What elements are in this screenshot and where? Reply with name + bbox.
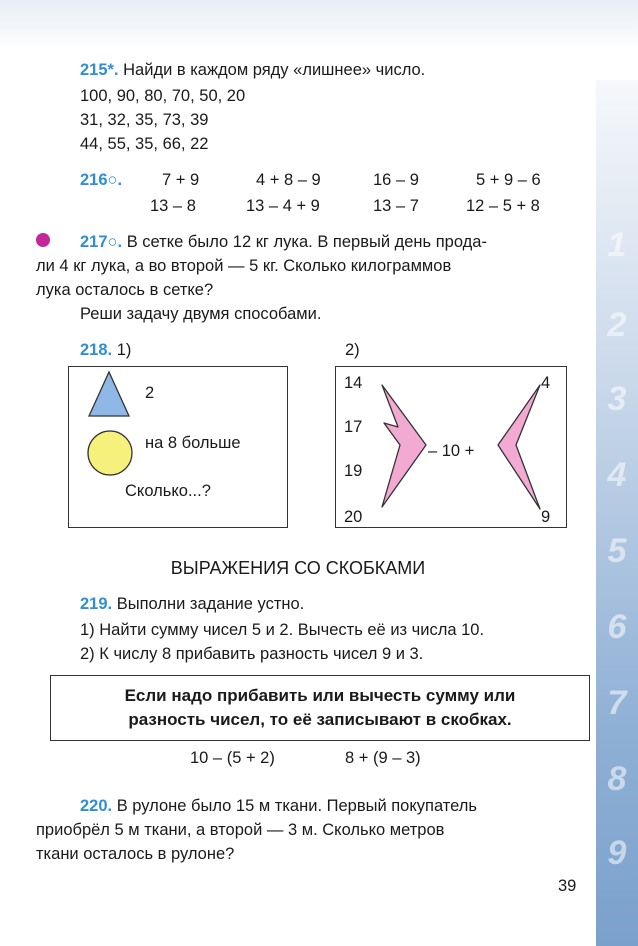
left-number: 19 xyxy=(344,462,363,480)
side-number: 3 xyxy=(607,380,627,418)
expression: 7 + 9 xyxy=(162,171,200,189)
task-217-line xyxy=(80,232,487,252)
triangle-shape xyxy=(89,372,129,416)
example-expression: 10 – (5 + 2) xyxy=(190,749,275,767)
task-text: лука осталось в сетке? xyxy=(36,281,214,299)
left-arrow-shape xyxy=(382,385,426,507)
operation-text: – 10 + xyxy=(428,442,475,460)
shapes-box xyxy=(68,366,288,528)
question-text: Сколько...? xyxy=(125,482,211,500)
left-number: 20 xyxy=(344,508,363,526)
right-number: 4 xyxy=(541,374,551,392)
chapter-sidebar xyxy=(596,80,638,946)
number-row: 44, 55, 35, 66, 22 xyxy=(80,135,209,153)
side-number: 7 xyxy=(607,684,627,722)
task-text: В рулоне было 15 м ткани. Первый покупатель xyxy=(116,797,477,815)
task-text: ли 4 кг лука, а во второй — 5 кг. Сколько килограммов xyxy=(36,257,452,275)
expression: 13 – 8 xyxy=(150,197,196,215)
expression: 13 – 4 + 9 xyxy=(246,197,320,215)
rule-line: разность чисел, то её записывают в скобках. xyxy=(128,710,512,729)
rule-line: Если надо прибавить или вычесть сумму или xyxy=(124,686,516,705)
task-item: 2) К числу 8 прибавить разность чисел 9 и 3. xyxy=(80,645,424,663)
circle-shape xyxy=(88,431,132,475)
task-text: Выполни задание устно. xyxy=(116,595,305,613)
task-number: 217○. xyxy=(80,233,123,251)
expression: 4 + 8 – 9 xyxy=(256,171,321,189)
side-number: 9 xyxy=(607,834,627,872)
rule-box xyxy=(50,675,590,741)
example-expression: 8 + (9 – 3) xyxy=(345,749,421,767)
side-number: 4 xyxy=(607,456,627,494)
task-text: Найди в каждом ряду «лишнее» число. xyxy=(123,61,426,79)
task-text: В сетке было 12 кг лука. В первый день прода- xyxy=(126,233,487,251)
side-number: 1 xyxy=(607,226,627,264)
expression: 16 – 9 xyxy=(373,171,419,189)
left-number: 17 xyxy=(344,418,363,436)
arrows-box xyxy=(335,366,567,528)
part-label: 2) xyxy=(345,341,360,359)
side-number: 6 xyxy=(607,608,627,646)
side-number: 5 xyxy=(607,532,627,570)
right-number: 9 xyxy=(541,508,551,526)
task-218-header xyxy=(80,340,131,360)
expression: 5 + 9 – 6 xyxy=(476,171,541,189)
part-label: 1) xyxy=(116,341,132,359)
number-row: 100, 90, 80, 70, 50, 20 xyxy=(80,87,246,105)
task-number: 216○. xyxy=(80,171,123,189)
number-row: 31, 32, 35, 73, 39 xyxy=(80,111,209,129)
side-number: 8 xyxy=(607,760,627,798)
circle-caption: на 8 больше xyxy=(145,434,241,452)
task-number: 215*. xyxy=(80,61,119,79)
expression: 13 – 7 xyxy=(373,197,419,215)
task-text: приобрёл 5 м ткани, а второй — 3 м. Сколько метров xyxy=(36,821,445,839)
task-item: 1) Найти сумму чисел 5 и 2. Вычесть её из числа 10. xyxy=(80,621,485,639)
task-number: 220. xyxy=(80,797,113,815)
expression: 12 – 5 + 8 xyxy=(466,197,540,215)
right-arrow-shape xyxy=(498,385,540,509)
task-number: 219. xyxy=(80,595,113,613)
task-219-header xyxy=(80,594,304,614)
page-number: 39 xyxy=(558,877,577,895)
task-220-line xyxy=(80,796,477,816)
side-number: 2 xyxy=(607,306,627,344)
section-title: ВЫРАЖЕНИЯ СО СКОБКАМИ xyxy=(170,558,426,578)
triangle-value: 2 xyxy=(145,384,155,402)
task-text: ткани осталось в рулоне? xyxy=(36,845,235,863)
marker-dot xyxy=(36,233,50,247)
page-top-band xyxy=(0,0,638,48)
task-number: 218. xyxy=(80,341,113,359)
task-215-header xyxy=(80,60,425,80)
task-text: Реши задачу двумя способами. xyxy=(80,305,322,323)
left-number: 14 xyxy=(344,374,363,392)
